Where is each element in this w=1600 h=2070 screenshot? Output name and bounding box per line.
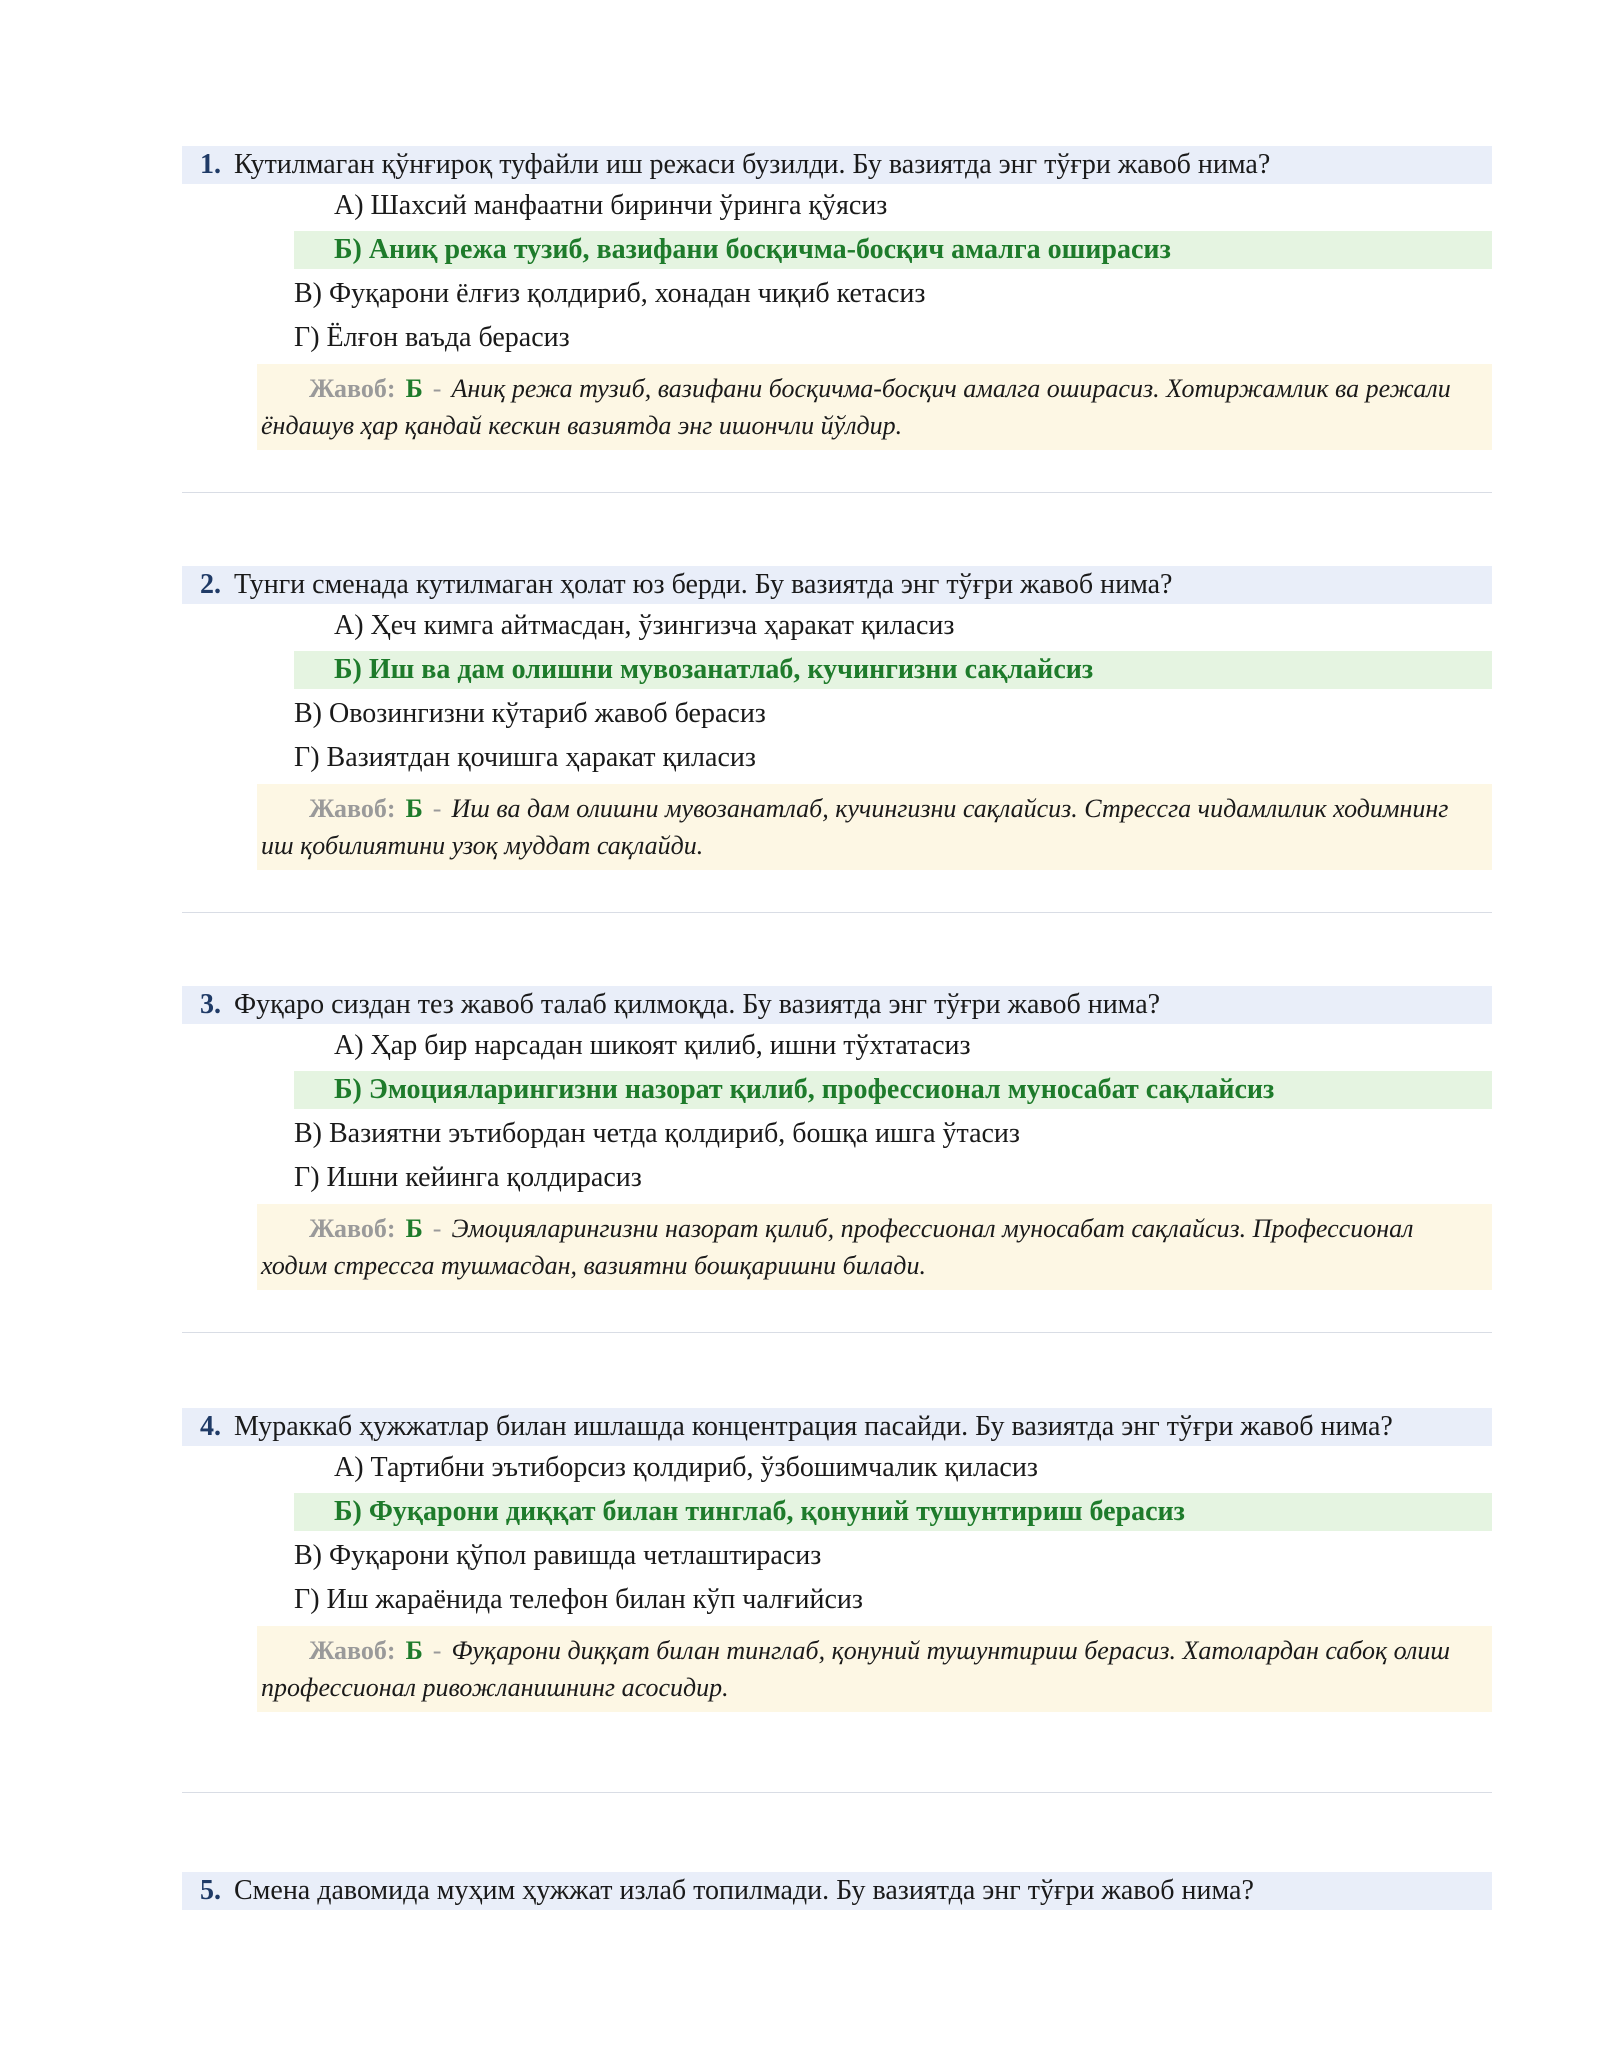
question-1	[182, 146, 1492, 450]
question-number: 5.	[200, 1875, 221, 1906]
option-v: В) Фуқарони қўпол равишда четлаштирасиз	[294, 1540, 822, 1571]
answer-label: Жавоб:	[309, 1636, 396, 1665]
option-b-correct: Б) Фуқарони диққат билан тинглаб, қонуний тушунтириш берасиз	[294, 1493, 1492, 1531]
option-g: Г) Вазиятдан қочишга ҳаракат қиласиз	[294, 742, 756, 773]
answer-label: Жавоб:	[309, 794, 396, 823]
option-b-correct: Б) Иш ва дам олишни мувозанатлаб, кучингизни сақлайсиз	[294, 651, 1492, 689]
question-3	[182, 986, 1492, 1290]
option-a: А) Ҳар бир нарсадан шикоят қилиб, ишни тўхтатасиз	[334, 1030, 971, 1061]
answer-dash: -	[432, 374, 442, 403]
answer-box	[257, 1626, 1492, 1712]
question-number: 4.	[200, 1411, 221, 1442]
question-5	[182, 1872, 1492, 1910]
option-a: А) Тартибни эътиборсиз қолдириб, ўзбошимчалик қиласиз	[334, 1452, 1038, 1483]
question-2	[182, 566, 1492, 870]
answer-letter: Б	[405, 374, 423, 403]
answer-dash: -	[432, 794, 442, 823]
answer-letter: Б	[405, 1214, 423, 1243]
option-g: Г) Ёлғон ваъда берасиз	[294, 322, 570, 353]
separator	[182, 912, 1492, 913]
question-header	[182, 566, 1492, 604]
answer-box	[257, 1204, 1492, 1290]
answer-label: Жавоб:	[309, 1214, 396, 1243]
option-v: В) Фуқарони ёлғиз қолдириб, хонадан чиқиб кетасиз	[294, 278, 926, 309]
option-a: А) Шахсий манфаатни биринчи ўринга қўясиз	[334, 190, 888, 221]
answer-box	[257, 784, 1492, 870]
answer-explanation: Эмоцияларингизни назорат қилиб, профессионал муносабат сақлайсиз. Профессионал ходим стрессга тушмасдан, вазиятни бошқаришни билади.	[261, 1214, 1414, 1280]
answer-dash: -	[432, 1214, 442, 1243]
separator	[182, 1792, 1492, 1793]
question-text: Тунги сменада кутилмаган ҳолат юз берди. Бу вазиятда энг тўғри жавоб нима?	[234, 569, 1173, 600]
answer-explanation: Аниқ режа тузиб, вазифани босқичма-босқич амалга оширасиз. Хотиржамлик ва режали ёндашув ҳар қандай кескин вазиятда энг ишончли йўлдир.	[261, 374, 1451, 440]
option-v: В) Овозингизни кўтариб жавоб берасиз	[294, 698, 766, 729]
option-a: А) Ҳеч кимга айтмасдан, ўзингизча ҳаракат қиласиз	[334, 610, 955, 641]
separator	[182, 492, 1492, 493]
option-b-correct: Б) Аниқ режа тузиб, вазифани босқичма-босқич амалга оширасиз	[294, 231, 1492, 269]
question-text: Мураккаб ҳужжатлар билан ишлашда концентрация пасайди. Бу вазиятда энг тўғри жавоб нима?	[234, 1411, 1393, 1442]
question-number: 2.	[200, 569, 221, 600]
question-header	[182, 1872, 1492, 1910]
question-text: Кутилмаган қўнғироқ туфайли иш режаси бузилди. Бу вазиятда энг тўғри жавоб нима?	[234, 149, 1271, 180]
answer-explanation: Фуқарони диққат билан тинглаб, қонуний тушунтириш берасиз. Хатолардан сабоқ олиш профессионал ривожланишнинг асосидир.	[261, 1636, 1450, 1702]
answer-dash: -	[432, 1636, 442, 1665]
question-text: Смена давомида муҳим ҳужжат излаб топилмади. Бу вазиятда энг тўғри жавоб нима?	[234, 1875, 1254, 1906]
option-v: В) Вазиятни эътибордан четда қолдириб, бошқа ишга ўтасиз	[294, 1118, 1020, 1149]
answer-letter: Б	[405, 794, 423, 823]
option-g: Г) Иш жараёнида телефон билан кўп чалғийсиз	[294, 1584, 863, 1615]
question-header	[182, 1408, 1492, 1446]
separator	[182, 1332, 1492, 1333]
question-text: Фуқаро сиздан тез жавоб талаб қилмоқда. Бу вазиятда энг тўғри жавоб нима?	[234, 989, 1161, 1020]
question-number: 1.	[200, 149, 221, 180]
question-header	[182, 146, 1492, 184]
answer-letter: Б	[405, 1636, 423, 1665]
answer-label: Жавоб:	[309, 374, 396, 403]
answer-explanation: Иш ва дам олишни мувозанатлаб, кучингизни сақлайсиз. Стрессга чидамлилик ходимнинг иш қобилиятини узоқ муддат сақлайди.	[261, 794, 1449, 860]
question-header	[182, 986, 1492, 1024]
question-4	[182, 1408, 1492, 1712]
option-b-correct: Б) Эмоцияларингизни назорат қилиб, профессионал муносабат сақлайсиз	[294, 1071, 1492, 1109]
option-g: Г) Ишни кейинга қолдирасиз	[294, 1162, 642, 1193]
question-number: 3.	[200, 989, 221, 1020]
answer-box	[257, 364, 1492, 450]
